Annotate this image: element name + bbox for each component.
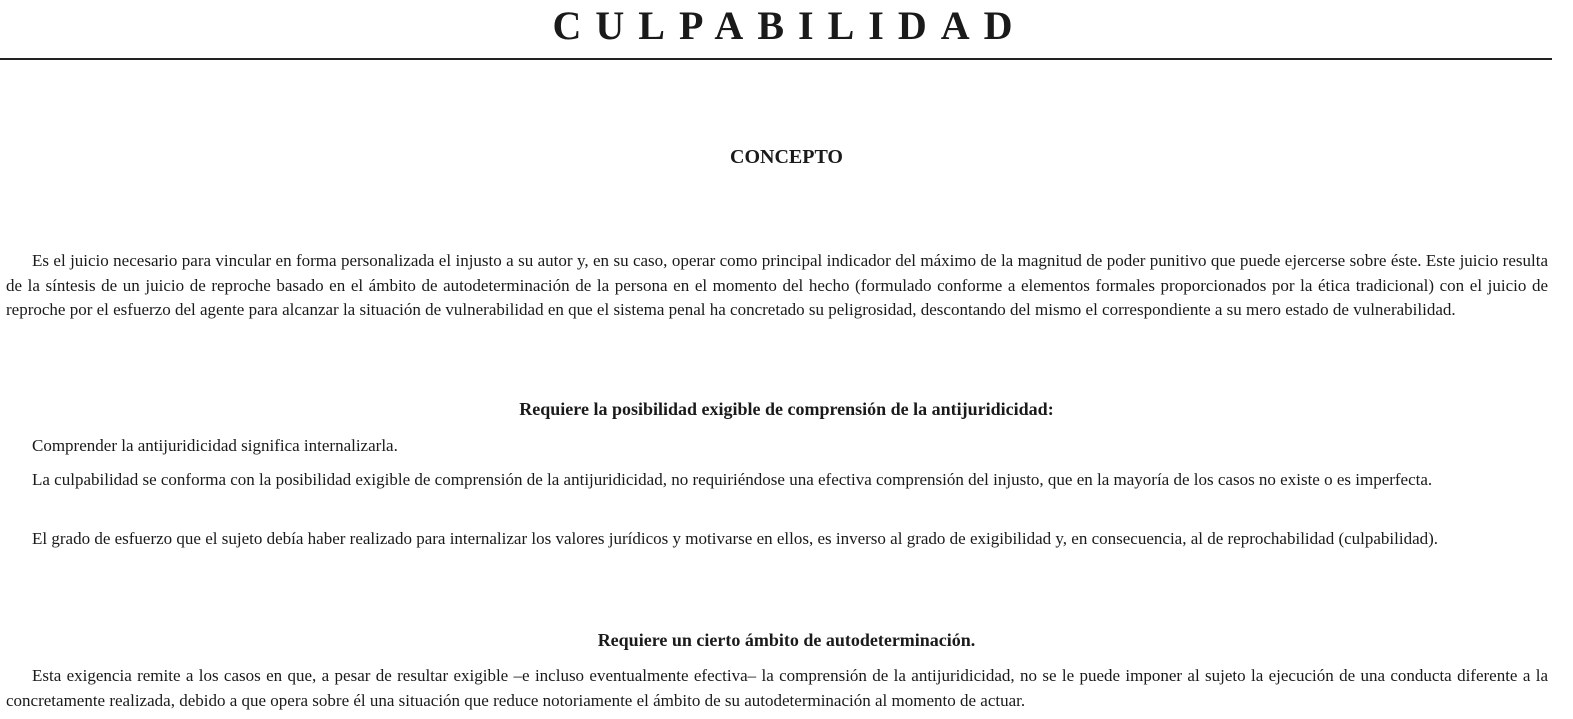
- section-1-paragraph: El grado de esfuerzo que el sujeto debía haber realizado para internalizar los valores jurídicos y motivarse en ellos, es inverso al grado de exigibilidad y, en consecuencia, al de reprochabilidad (culpabilidad).: [32, 529, 1439, 548]
- section-2-paragraph: Esta exigencia remite a los casos en que, a pesar de resultar exigible –e incluso eventualmente efectiva– la comprensión de la antijuridicidad, no se le puede imponer al sujeto la ejecución de una conducta diferente a la concretamente realizada, debido a que opera sobre él una situación que reduce notoriamente el ámbito de su autodeterminación al momento de actuar.: [6, 666, 1548, 710]
- section-heading-autodeterminacion: Requiere un cierto ámbito de autodeterminación.: [597, 630, 976, 650]
- title-divider: [0, 58, 1552, 60]
- concept-heading: CONCEPTO: [730, 146, 843, 168]
- section-1-paragraph: Comprender la antijuridicidad significa internalizarla.: [32, 436, 398, 455]
- section-heading-comprension: Requiere la posibilidad exigible de comprensión de la antijuridicidad:: [519, 399, 1054, 419]
- intro-paragraph: Es el juicio necesario para vincular en forma personalizada el injusto a su autor y, en su caso, operar como principal indicador del máximo de la magnitud de poder punitivo que puede ejercerse sobre éste. Este juicio resulta de la síntesis de un juicio de reproche basado en el ámbito de autodeterminación de la persona en el momento del hecho (formulado conforme a elementos formales proporcionados por la ética tradicional) con el juicio de reproche por el esfuerzo del agente para alcanzar la situación de vulnerabilidad en que el sistema penal ha concretado su peligrosidad, descontando del mismo el correspondiente a su mero estado de vulnerabilidad.: [6, 251, 1548, 319]
- section-1-paragraph: La culpabilidad se conforma con la posibilidad exigible de comprensión de la antijuridicidad, no requiriéndose una efectiva comprensión del injusto, que en la mayoría de los casos no existe o es imperfecta.: [32, 470, 1433, 489]
- document-title: CULPABILIDAD: [552, 3, 1027, 48]
